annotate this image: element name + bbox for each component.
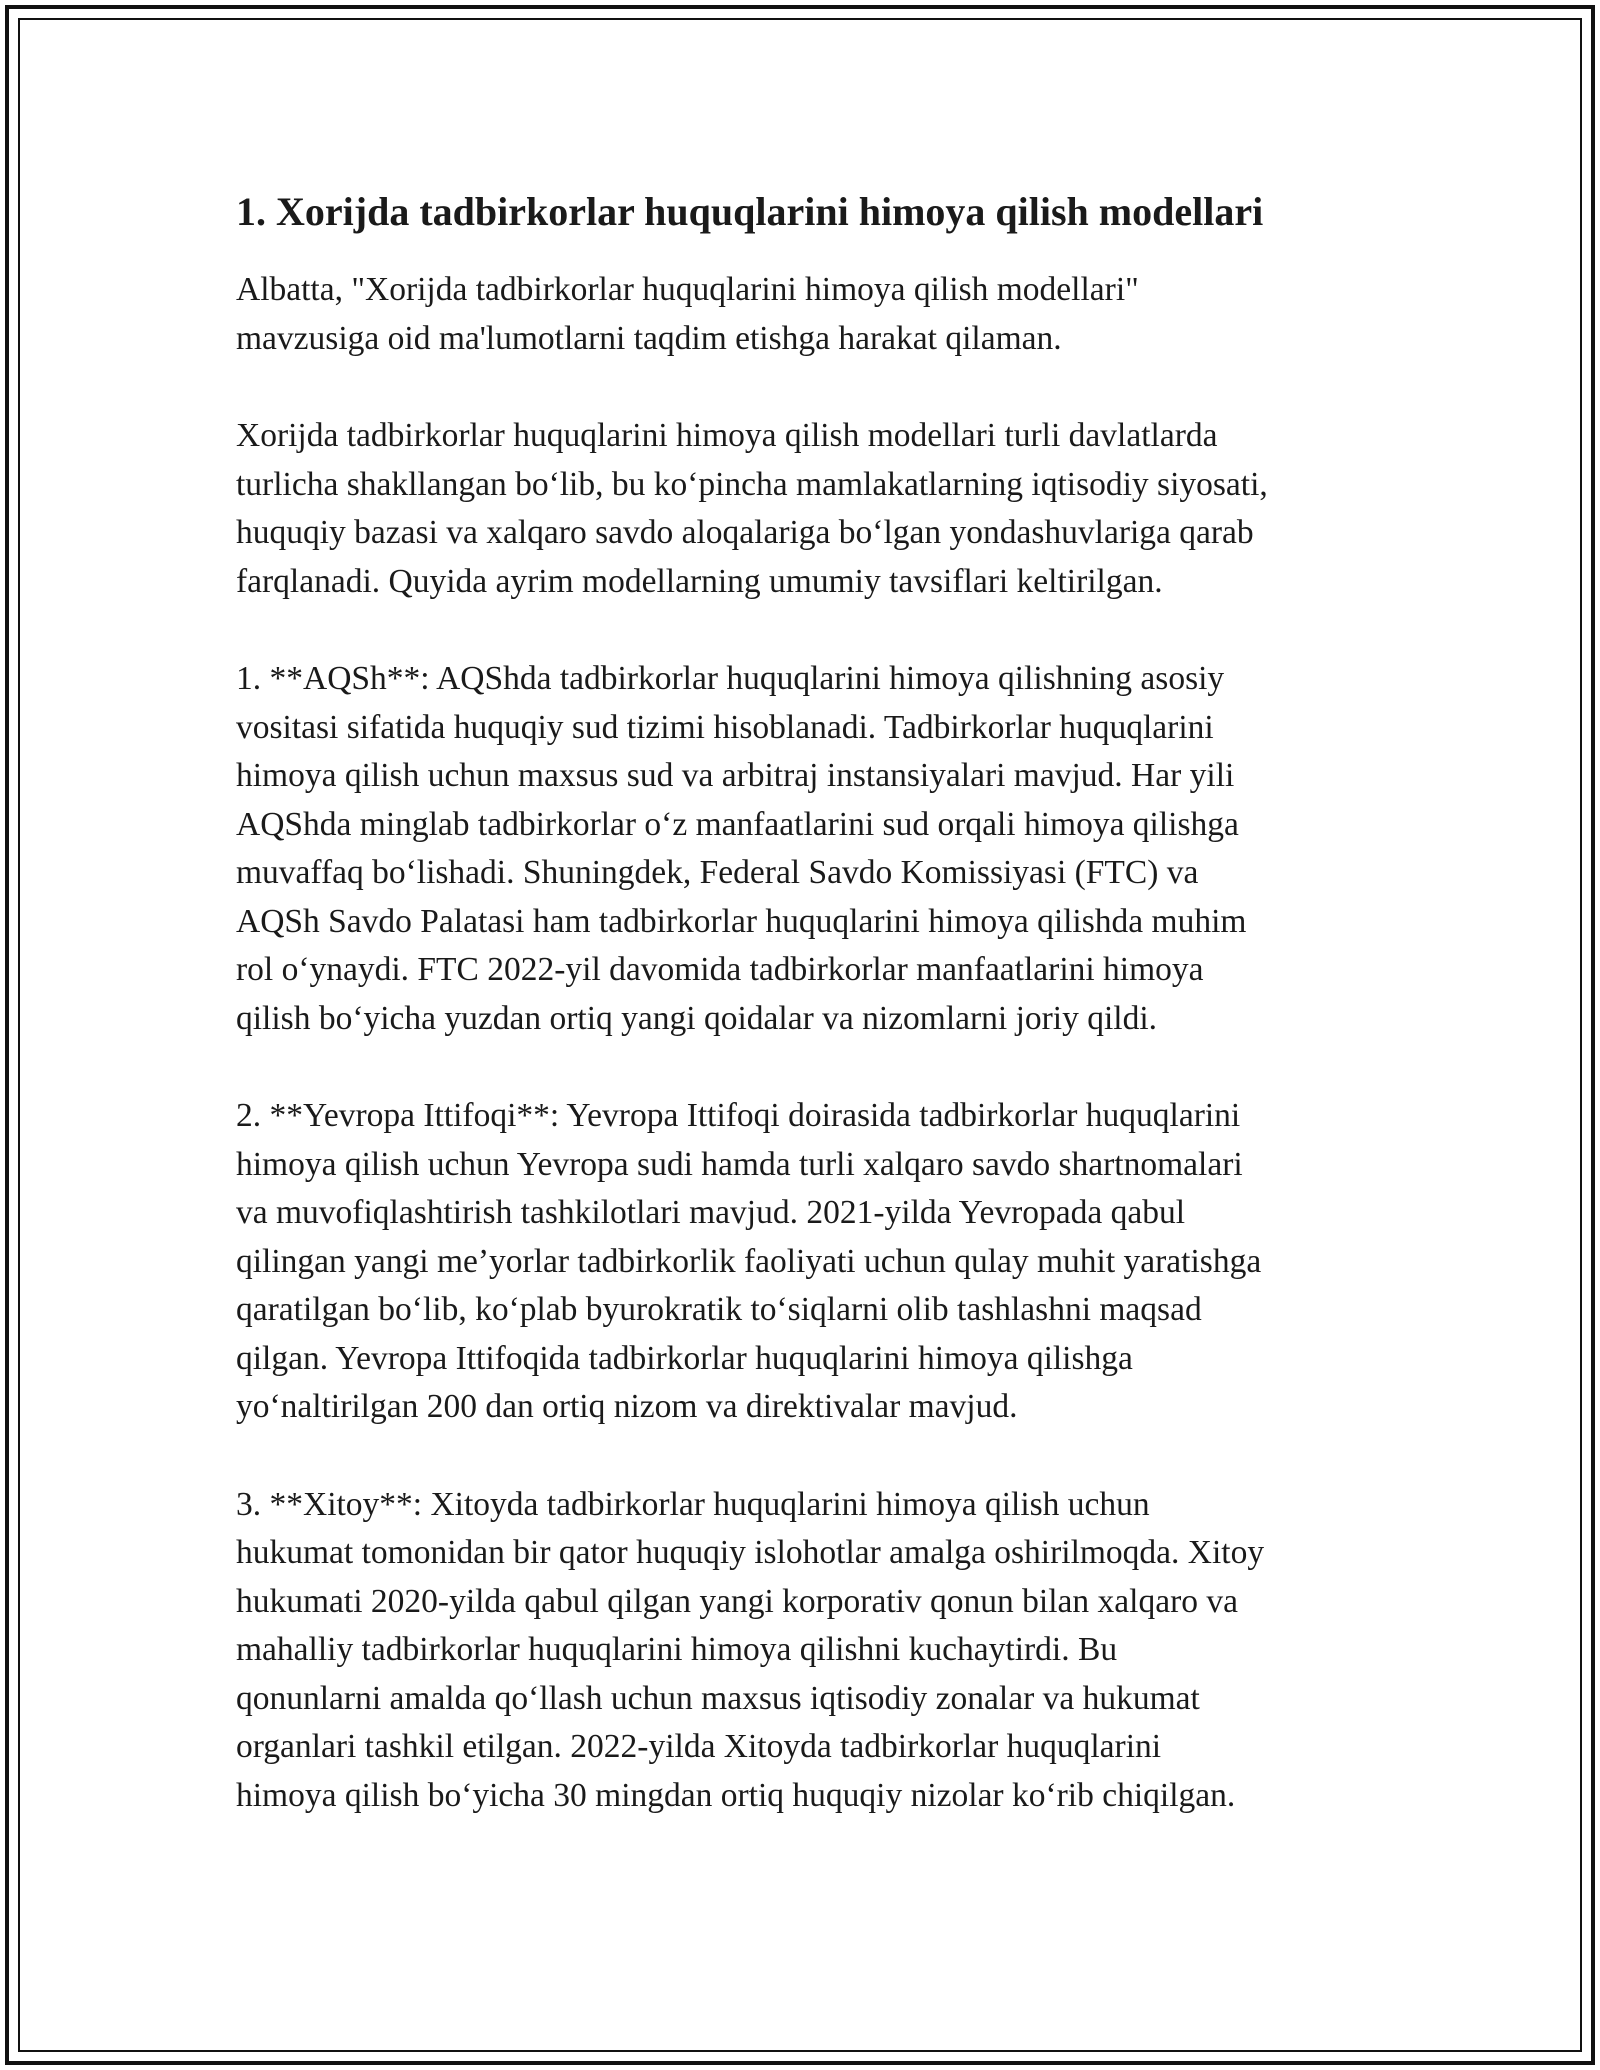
intro-paragraph: Albatta, "Xorijda tadbirkorlar huquqlarini himoya qilish modellari" mavzusiga oid ma'lumotlarni taqdim etishga harakat qilaman. — [236, 271, 1139, 357]
eu-model-paragraph: 2. **Yevropa Ittifoqi**: Yevropa Ittifoqi doirasida tadbirkorlar huquqlarini himoya qilish uchun Yevropa sudi hamda turli xalqaro savdo shartnomalari va muvofiqlashtirish tashkilotlari mavjud. 2021-yilda Yevropada qabul qilingan yangi me’yorlar tadbirkorlik faoliyati uchun qulay muhit yaratishga qaratilgan bo‘lib, ko‘plab byurokratik to‘siqlarni olib tashlashni maqsad qilgan. Yevropa Ittifoqida tadbirkorlar huquqlarini himoya qilishga yo‘naltirilgan 200 dan ortiq nizom va direktivalar mavjud. — [236, 1097, 1262, 1425]
document-title: 1. Xorijda tadbirkorlar huquqlarini himoya qilish modellari — [236, 189, 1264, 234]
china-model-paragraph: 3. **Xitoy**: Xitoyda tadbirkorlar huquqlarini himoya qilish uchun hukumat tomonidan bir qator huquqiy islohotlar amalga oshirilmoqda. Xitoy hukumati 2020-yilda qabul qilgan yangi korporativ qonun bilan xalqaro va mahalliy tadbirkorlar huquqlarini himoya qilishni kuchaytirdi. Bu qonunlarni amalda qo‘llash uchun maxsus iqtisodiy zonalar va hukumat organlari tashkil etilgan. 2022-yilda Xitoyda tadbirkorlar huquqlarini himoya qilish bo‘yicha 30 mingdan ortiq huquqiy nizolar ko‘rib chiqilgan. — [236, 1485, 1265, 1814]
overview-paragraph: Xorijda tadbirkorlar huquqlarini himoya qilish modellari turli davlatlarda turlicha shakllangan bo‘lib, bu ko‘pincha mamlakatlarning iqtisodiy siyosati, huquqiy bazasi va xalqaro savdo aloqalariga bo‘lgan yondashuvlariga qarab farqlanadi. Quyida ayrim modellarning umumiy tavsiflari keltirilgan. — [236, 417, 1268, 600]
usa-model-paragraph: 1. **AQSh**: AQShda tadbirkorlar huquqlarini himoya qilishning asosiy vositasi sifatida huquqiy sud tizimi hisoblanadi. Tadbirkorlar huquqlarini himoya qilish uchun maxsus sud va arbitraj instansiyalari mavjud. Har yili AQShda minglab tadbirkorlar o‘z manfaatlarini sud orqali himoya qilishga muvaffaq bo‘lishadi. Shuningdek, Federal Savdo Komissiyasi (FTC) va AQSh Savdo Palatasi ham tadbirkorlar huquqlarini himoya qilishda muhim rol o‘ynaydi. FTC 2022-yil davomida tadbirkorlar manfaatlarini himoya qilish bo‘yicha yuzdan ortiq yangi qoidalar va nizomlarni joriy qildi. — [236, 660, 1247, 1037]
document-body — [236, 186, 1376, 1869]
